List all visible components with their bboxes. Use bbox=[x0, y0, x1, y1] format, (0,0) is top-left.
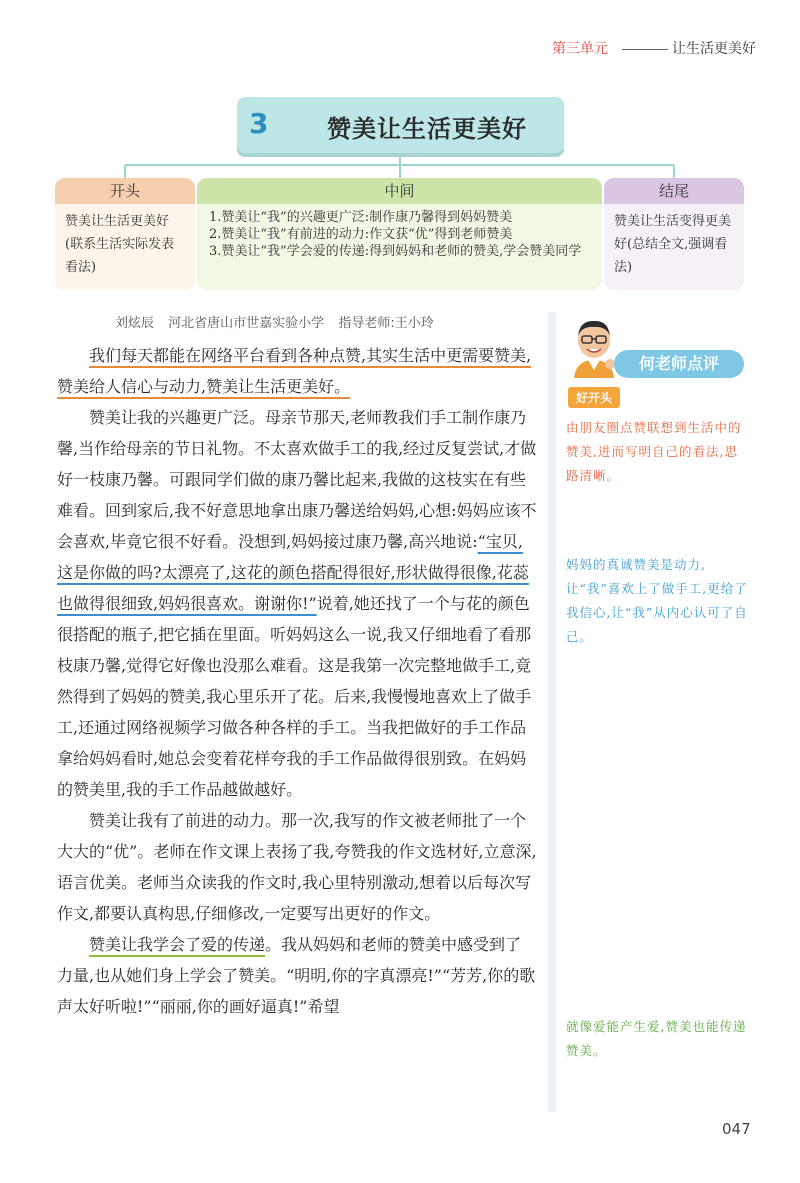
outline-start-label: 开头 bbox=[55, 178, 195, 204]
essay-paragraph-3: 赞美让我有了前进的动力。那一次,我写的作文被老师批了一个大大的“优”。老师在作文课上表扬了我,夸赞我的作文选材好,立意深,语言优美。老师当众读我的作文时,我心里特别激动,想着以后每次写作文,都要认真构思,仔细修改,一定要写出更好的作文。 bbox=[57, 811, 537, 923]
lesson-number: 3 bbox=[249, 107, 269, 140]
review-note-opening: 由朋友圈点赞联想到生活中的赞美,进而写明自己的看法,思路清晰。 bbox=[566, 420, 742, 483]
essay-paragraph-1 bbox=[57, 340, 537, 402]
review-note-mother: 妈妈的真诚赞美是动力,让“我”喜欢上了做手工,更给了我信心,让“我”从内心认可了自己。 bbox=[566, 557, 748, 644]
essay-body bbox=[57, 340, 537, 1022]
unit-label: 第三单元 bbox=[552, 41, 608, 57]
review-note-love: 就像爱能产生爱,赞美也能传递赞美。 bbox=[566, 1019, 747, 1058]
outline-middle bbox=[197, 178, 602, 290]
teacher-avatar-icon bbox=[568, 318, 620, 378]
outline-middle-content bbox=[197, 204, 602, 265]
outline-middle-item: 2.赞美让“我”有前进的动力:作文获“优”得到老师赞美 bbox=[209, 227, 513, 242]
outline-end-content: 赞美让生活变得更美好(总结全文,强调看法) bbox=[614, 214, 732, 275]
outline-end bbox=[604, 178, 744, 290]
essay-p2-part-a: 赞美让我的兴趣更广泛。母亲节那天,老师教我们手工制作康乃馨,当作给母亲的节日礼物。不太喜欢做手工的我,经过反复尝试,才做好一枝康乃馨。可跟同学们做的康乃馨比起来,我做的这枝实在有些难看。回到家后,我不好意思地拿出康乃馨送给妈妈,心想:妈妈应该不会喜欢,毕竟它很不好看。没想到,妈妈接过康乃馨,高兴地说: bbox=[57, 408, 537, 551]
essay-paragraph-4 bbox=[57, 929, 537, 1022]
author-name: 刘炫辰 bbox=[115, 316, 155, 331]
essay-p1-text: 我们每天都能在网络平台看到各种点赞,其实生活中更需要赞美,赞美给人信心与动力,赞美让生活更美好。 bbox=[57, 346, 532, 396]
outline-start bbox=[55, 178, 195, 290]
teacher-review-label: 何老师点评 bbox=[614, 350, 744, 378]
essay-p4-rest: 。我从妈妈和老师的赞美中感受到了力量,也从她们身上学会了赞美。“明明,你的字真漂亮!”“芳芳,你的歌声太好听啦!”“丽丽,你的画好逼真!”希望 bbox=[57, 935, 536, 1016]
byline bbox=[115, 312, 434, 331]
outline-middle-label: 中间 bbox=[197, 178, 602, 204]
essay-paragraph-2 bbox=[57, 402, 537, 805]
school-name: 河北省唐山市世嘉实验小学 bbox=[168, 316, 325, 331]
sidebar-strip bbox=[548, 312, 556, 1112]
essay-p4-highlight: 赞美让我学会了爱的传递 bbox=[89, 935, 266, 954]
outline-middle-item: 1.赞美让“我”的兴趣更广泛:制作康乃馨得到妈妈赞美 bbox=[209, 210, 513, 225]
unit-subtitle: 让生活更美好 bbox=[672, 41, 756, 57]
page-title: 赞美让生活更美好 bbox=[327, 115, 527, 143]
essay-p2-quote: “宝贝,这是你做的吗?太漂亮了,这花的颜色搭配得很好,形状做得很像,花蕊也做得很细致,妈妈很喜欢。谢谢你!” bbox=[57, 532, 529, 613]
title-banner bbox=[237, 97, 564, 153]
page-number: 047 bbox=[722, 1120, 751, 1138]
essay-p2-part-b: 说着,她还找了一个与花的颜色很搭配的瓶子,把它插在里面。听妈妈这么一说,我又仔细地看了看那枝康乃馨,觉得它好像也没那么难看。这是我第一次完整地做手工,竟然得到了妈妈的赞美,我心里乐开了花。后来,我慢慢地喜欢上了做手工,还通过网络视频学习做各种各样的手工。当我把做好的手工作品拿给妈妈看时,她总会变着花样夸我的手工作品做得很别致。在妈妈的赞美里,我的手工作品越做越好。 bbox=[57, 594, 532, 799]
teacher-name: 指导老师:王小玲 bbox=[338, 316, 434, 331]
outline-middle-item: 3.赞美让“我”学会爱的传递:得到妈妈和老师的赞美,学会赞美同学 bbox=[209, 244, 582, 259]
good-opening-badge: 好开头 bbox=[568, 387, 620, 408]
outline-end-label: 结尾 bbox=[604, 178, 744, 204]
outline-start-content: 赞美让生活更美好(联系生活实际发表看法) bbox=[65, 214, 175, 275]
